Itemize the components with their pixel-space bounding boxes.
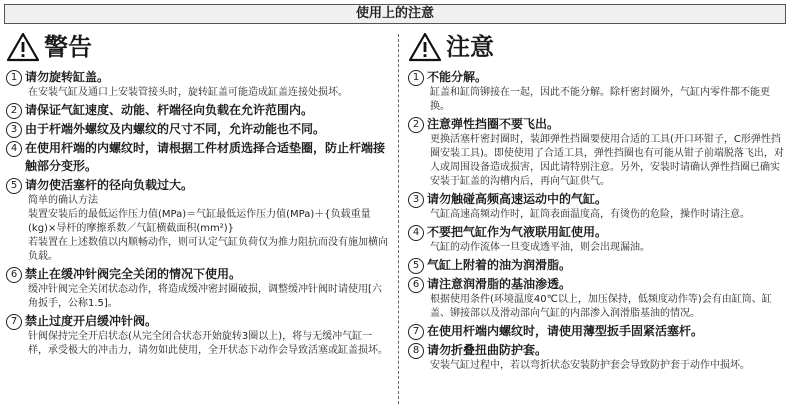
caution-item-desc: 根据使用条件(环境温度40℃以上，加压保持，低频度动作等)会有由缸筒、缸盖、铆接部以及滑动部向气缸的内部渗入润滑脂基油的情况。 bbox=[430, 294, 772, 319]
circled-number: 5 bbox=[6, 178, 22, 194]
caution-item-head bbox=[408, 115, 788, 133]
warning-item-desc: 装置安装后的最低运作压力值(MPa)＝气缸最低运作压力值(MPa)＋{负载重量(kg)×导杆的摩擦系数／气缸横截面积(mm²)} bbox=[28, 209, 371, 234]
caution-item bbox=[408, 341, 788, 373]
circled-number: 5 bbox=[408, 258, 424, 274]
warning-item-title: 请勿使活塞杆的径向负载过大。 bbox=[25, 178, 194, 192]
warning-item-head bbox=[6, 68, 390, 86]
caution-item-title: 气缸上附着的油为润滑脂。 bbox=[427, 258, 572, 272]
column-divider bbox=[398, 34, 399, 404]
caution-item-title: 在使用杆端内螺纹时，请使用薄型扳手固紧活塞杆。 bbox=[427, 324, 704, 338]
caution-item bbox=[408, 115, 788, 189]
warning-item-title: 禁止过度开启缓冲针阀。 bbox=[25, 314, 158, 328]
warning-item-list bbox=[6, 68, 390, 358]
caution-item-head bbox=[408, 322, 788, 340]
caution-item-title: 请勿折叠扭曲防护套。 bbox=[427, 343, 548, 357]
warning-item-title: 请保证气缸速度、动能、杆端径向负载在允许范围内。 bbox=[25, 103, 314, 117]
warning-item-title: 禁止在缓冲针阀完全关闭的情况下使用。 bbox=[25, 267, 242, 281]
caution-item-title: 不能分解。 bbox=[427, 70, 488, 84]
warning-title-text: 警告 bbox=[44, 33, 92, 61]
caution-item bbox=[408, 190, 788, 222]
caution-item-title: 不要把气缸作为气液联用缸使用。 bbox=[427, 225, 608, 239]
caution-item-desc: 安装气缸过程中，若以弯折状态安装防护套会导致防护套于动作中损坏。 bbox=[430, 360, 750, 371]
caution-item bbox=[408, 223, 788, 255]
caution-item-title: 请勿触碰高频高速运动中的气缸。 bbox=[427, 192, 608, 206]
circled-number: 3 bbox=[408, 192, 424, 208]
caution-item-head bbox=[408, 223, 788, 241]
warning-column bbox=[6, 30, 390, 359]
caution-item-head bbox=[408, 190, 788, 208]
circled-number: 6 bbox=[6, 267, 22, 283]
circled-number: 2 bbox=[408, 117, 424, 133]
caution-item bbox=[408, 68, 788, 114]
caution-item-desc: 缸盖和缸筒铆接在一起，因此不能分解。除杆密封圈外，气缸内零件都不能更换。 bbox=[430, 87, 770, 112]
warning-triangle-icon bbox=[6, 32, 40, 62]
warning-item bbox=[6, 265, 390, 311]
caution-item-head bbox=[408, 341, 788, 359]
circled-number: 1 bbox=[408, 70, 424, 86]
section-header bbox=[4, 4, 786, 24]
warning-item-desc: 简单的确认方法 bbox=[28, 195, 98, 206]
circled-number: 3 bbox=[6, 122, 22, 138]
warning-item bbox=[6, 176, 390, 264]
warning-item-head bbox=[6, 101, 390, 119]
caution-item bbox=[408, 275, 788, 321]
caution-item-head bbox=[408, 256, 788, 274]
caution-item bbox=[408, 322, 788, 340]
caution-item-title: 注意弹性挡圈不要飞出。 bbox=[427, 117, 560, 131]
warning-item-title: 请勿旋转缸盖。 bbox=[25, 70, 110, 84]
warning-item-desc: 缓冲针阀完全关闭状态动作，将造成缓冲密封圈破损，调整缓冲针阀时请使用[六角扳手，公称1.5]。 bbox=[28, 284, 382, 309]
circled-number: 1 bbox=[6, 70, 22, 86]
warning-item-head bbox=[6, 176, 390, 194]
warning-item bbox=[6, 120, 390, 138]
caution-triangle-icon bbox=[408, 32, 442, 62]
circled-number: 4 bbox=[6, 141, 22, 157]
warning-title bbox=[6, 30, 390, 64]
circled-number: 4 bbox=[408, 225, 424, 241]
caution-column bbox=[408, 30, 788, 374]
warning-item bbox=[6, 101, 390, 119]
warning-item-desc: 若装置在上述数值以内顺畅动作，则可认定气缸负荷仅为推力阻抗而没有施加横向负载。 bbox=[28, 237, 388, 262]
warning-item bbox=[6, 139, 390, 175]
warning-item bbox=[6, 312, 390, 358]
circled-number: 2 bbox=[6, 103, 22, 119]
warning-item-title: 在使用杆端的内螺纹时，请根据工件材质选择合适垫圈，防止杆端接触部分变形。 bbox=[25, 141, 386, 173]
caution-item-desc: 更换活塞杆密封圈时，装卸弹性挡圈要使用合适的工具(开口环钳子，C形弹性挡圈安装工具)。即使使用了合适工具，弹性挡圈也有可能从钳子前端脱落飞出，对人或周围设备造成损害，因此请特别注意。另外，安装时请确认弹性挡圈已确实安装于缸盖的沟槽内后，再向气缸供气。 bbox=[430, 134, 784, 187]
circled-number: 6 bbox=[408, 277, 424, 293]
warning-item-desc: 针阀保持完全开启状态(从完全闭合状态开始旋转3圈以上)，将与无缓冲气缸一样，承受极大的冲击力，请勿如此使用，全开状态下动作会导致活塞或缸盖损坏。 bbox=[28, 331, 388, 356]
circled-number: 7 bbox=[6, 314, 22, 330]
warning-item bbox=[6, 68, 390, 100]
circled-number: 7 bbox=[408, 324, 424, 340]
caution-item-title: 请注意润滑脂的基油渗透。 bbox=[427, 277, 572, 291]
caution-title bbox=[408, 30, 788, 64]
caution-item-desc: 气缸的动作流体一旦变成透平油，则会出现漏油。 bbox=[430, 242, 650, 253]
caution-item-desc: 气缸高速高频动作时，缸筒表面温度高，有烫伤的危险，操作时请注意。 bbox=[430, 209, 750, 220]
warning-item-head bbox=[6, 312, 390, 330]
caution-item bbox=[408, 256, 788, 274]
caution-title-text: 注意 bbox=[446, 33, 494, 61]
warning-item-head bbox=[6, 265, 390, 283]
warning-item-head bbox=[6, 120, 390, 138]
section-header-title: 使用上的注意 bbox=[355, 6, 434, 21]
warning-item-title: 由于杆端外螺纹及内螺纹的尺寸不同，允许动能也不同。 bbox=[25, 122, 326, 136]
caution-item-head bbox=[408, 68, 788, 86]
circled-number: 8 bbox=[408, 343, 424, 359]
warning-item-desc: 在安装气缸及通口上安装管接头时，旋转缸盖可能造成缸盖连接处损坏。 bbox=[28, 87, 348, 98]
caution-item-head bbox=[408, 275, 788, 293]
caution-item-list bbox=[408, 68, 788, 373]
warning-item-head bbox=[6, 139, 390, 175]
